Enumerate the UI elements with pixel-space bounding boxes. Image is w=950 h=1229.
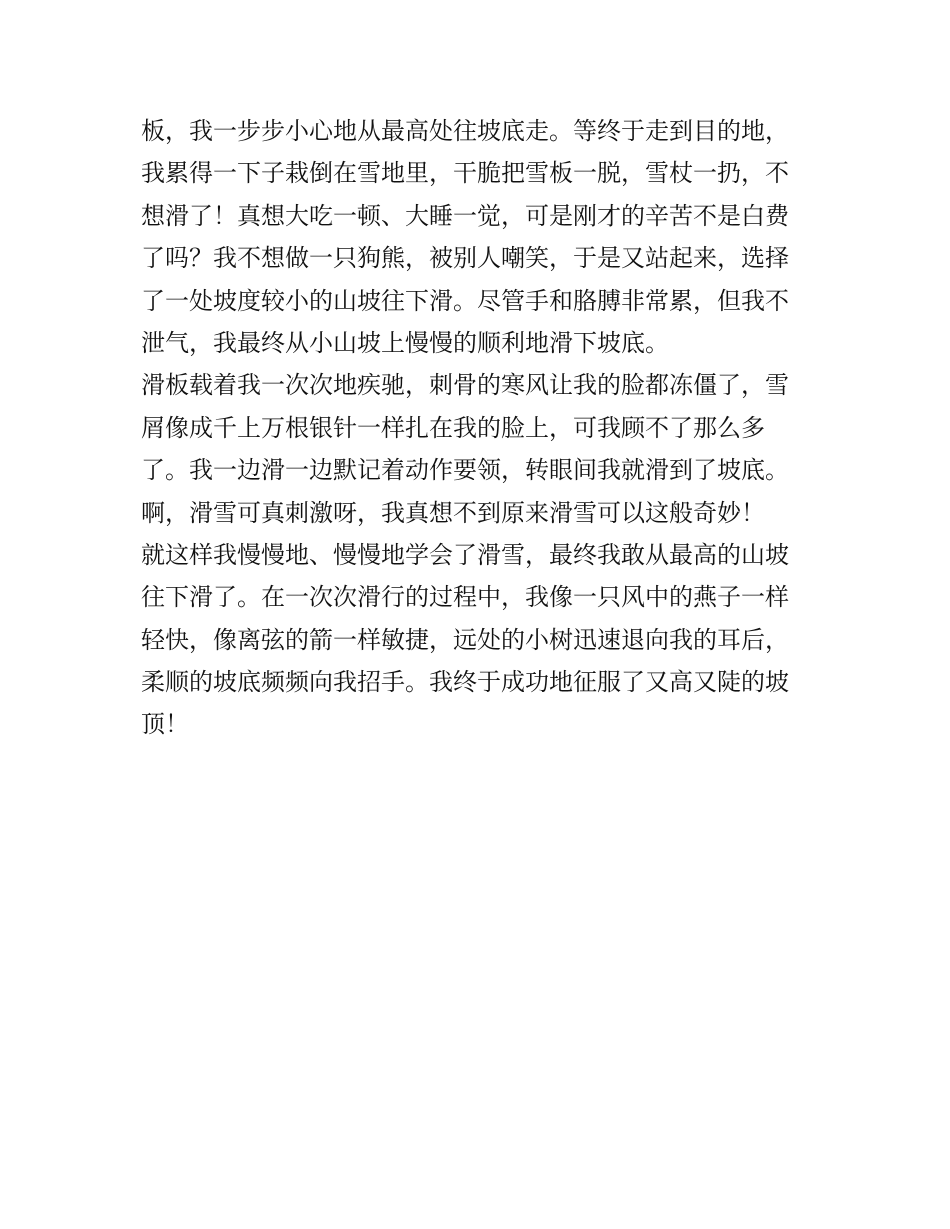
text-line: 顶！ bbox=[141, 710, 189, 739]
text-line: 想滑了！真想大吃一顿、大睡一觉，可是刚才的辛苦不是白费 bbox=[141, 201, 789, 230]
text-line: 啊，滑雪可真刺激呀，我真想不到原来滑雪可以这般奇妙！ bbox=[141, 498, 765, 527]
text-line: 就这样我慢慢地、慢慢地学会了滑雪，最终我敢从最高的山坡 bbox=[141, 540, 789, 569]
text-line: 板，我一步步小心地从最高处往坡底走。等终于走到目的地， bbox=[141, 117, 789, 145]
text-line: 轻快，像离弦的箭一样敏捷，远处的小树迅速退向我的耳后， bbox=[141, 625, 789, 654]
text-line: 了吗？我不想做一只狗熊，被别人嘲笑，于是又站起来，选择 bbox=[141, 244, 789, 273]
text-line: 屑像成千上万根银针一样扎在我的脸上，可我顾不了那么多 bbox=[141, 413, 765, 442]
text-line: 我累得一下子栽倒在雪地里，干脆把雪板一脱，雪杖一扔，不 bbox=[141, 159, 789, 188]
text-line: 泄气，我最终从小山坡上慢慢的顺利地滑下坡底。 bbox=[141, 328, 669, 357]
text-line: 柔顺的坡底频频向我招手。我终于成功地征服了又高又陡的坡 bbox=[141, 668, 789, 697]
text-line: 滑板载着我一次次地疾驰，刺骨的寒风让我的脸都冻僵了，雪 bbox=[141, 371, 789, 400]
document-body bbox=[141, 110, 813, 746]
text-line: 了一处坡度较小的山坡往下滑。尽管手和胳膊非常累，但我不 bbox=[141, 286, 789, 315]
text-line: 往下滑了。在一次次滑行的过程中，我像一只风中的燕子一样 bbox=[141, 583, 789, 612]
text-line: 了。我一边滑一边默记着动作要领，转眼间我就滑到了坡底。 bbox=[141, 456, 789, 485]
